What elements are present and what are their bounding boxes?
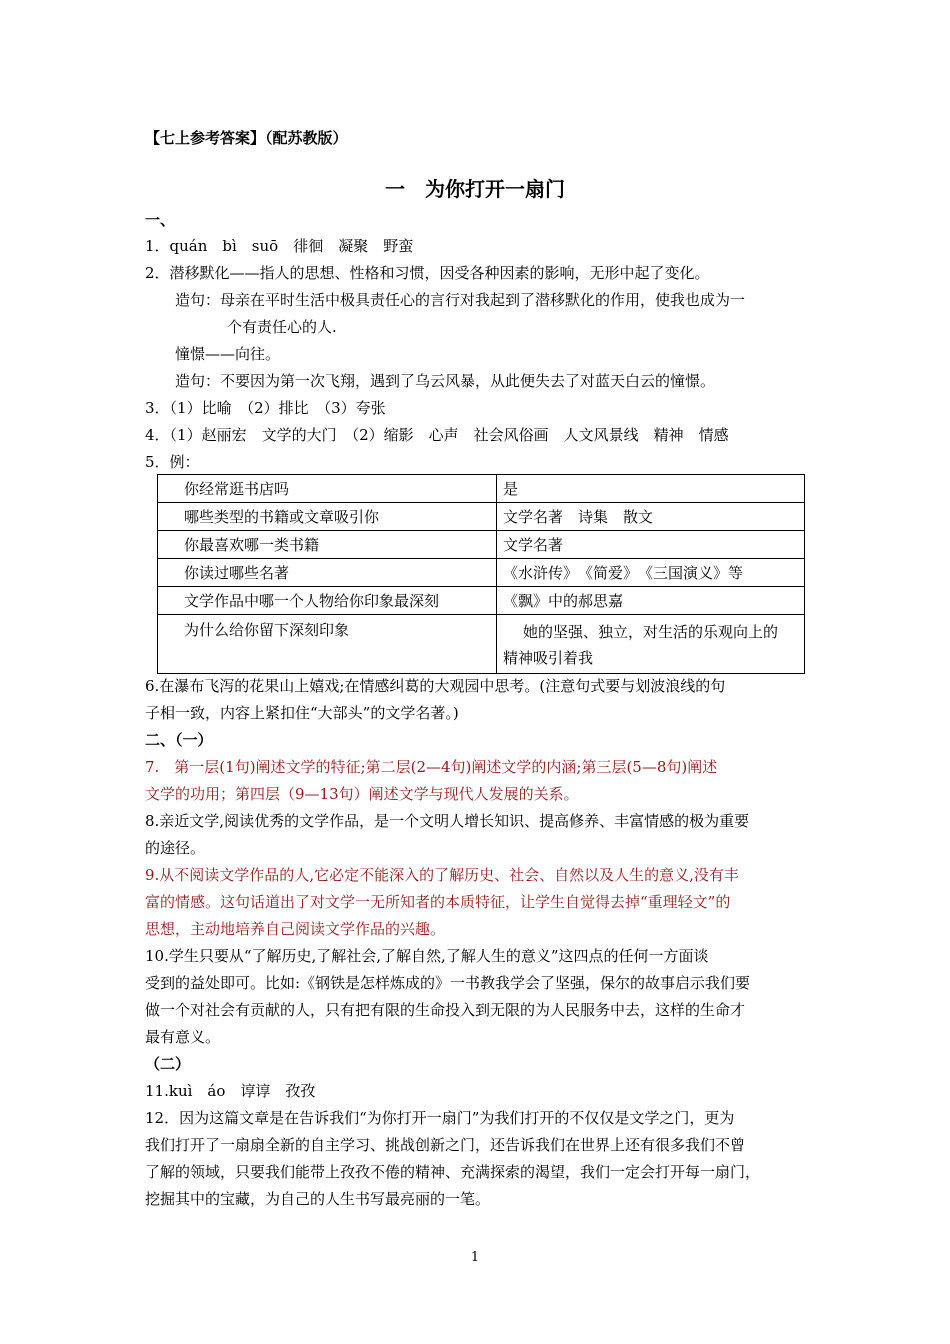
document-header: 【七上参考答案】（配苏教版） [145, 129, 348, 147]
table-cell-answer: 《水浒传》 《简爱》 《三国演义》等 [497, 559, 805, 587]
answer-10-line-1: 10.学生只要从“了解历史,了解社会,了解自然,了解人生的意义”这四点的任何一方面谈 [145, 947, 709, 965]
answer-2-sentence-1a: 造句：母亲在平时生活中极具责任心的言行对我起到了潜移默化的作用，使我也成为一 [175, 291, 746, 309]
table-cell-question: 哪些类型的书籍或文章吸引你 [158, 503, 497, 531]
table-cell-question: 为什么给你留下深刻印象 [158, 615, 497, 674]
table-cell-question: 你经常逛书店吗 [158, 475, 497, 503]
answer-2-word-2: 憧憬——向往。 [175, 345, 281, 363]
table-cell-answer: 是 [497, 475, 805, 503]
table-row [158, 475, 805, 503]
answer-2: 2．潜移默化——指人的思想、性格和习惯，因受各种因素的影响，无形中起了变化。 [145, 264, 710, 282]
table-cell-answer [497, 615, 805, 674]
table-cell-question: 文学作品中哪一个人物给你印象最深刻 [158, 587, 497, 615]
answer-9-line-2: 富的情感。这句话道出了对文学一无所知者的本质特征，让学生自觉得去掉“重理轻文”的 [145, 893, 731, 911]
answer-3: 3．（1）比喻 （2）排比 （3）夸张 [145, 399, 386, 417]
table-row [158, 615, 805, 674]
answer-10-line-2: 受到的益处即可。比如:《钢铁是怎样炼成的》一书教我学会了坚强，保尔的故事启示我们要 [145, 974, 751, 992]
survey-table [157, 474, 805, 674]
answer-2-sentence-2: 造句：不要因为第一次飞翔，遇到了乌云风暴，从此便失去了对蓝天白云的憧憬。 [175, 372, 716, 390]
answer-9-line-3: 思想，主动地培养自己阅读文学作品的兴趣。 [145, 920, 446, 938]
answer-8-line-1: 8.亲近文学,阅读优秀的文学作品，是一个文明人增长知识、提高修养、丰富情感的极为重要 [145, 812, 750, 830]
section-heading-1: 一、 [145, 211, 176, 229]
answer-12-line-2: 我们打开了一扇扇全新的自主学习、挑战创新之门，还告诉我们在世界上还有很多我们不曾 [145, 1136, 746, 1154]
answer-9-line-1: 9.从不阅读文学作品的人,它必定不能深入的了解历史、社会、自然以及人生的意义,没有丰 [145, 866, 739, 884]
section-heading-2: 二、（一） [145, 731, 213, 749]
answer-6-line-2: 子相一致，内容上紧扣住“大部头”的文学名著。) [145, 704, 459, 722]
answer-12-line-3: 了解的领域，只要我们能带上孜孜不倦的精神、充满探索的渴望，我们一定会打开每一扇门， [145, 1163, 761, 1181]
answer-4: 4．（1）赵丽宏 文学的大门 （2）缩影 心声 社会风俗画 人文风景线 精神 情感 [145, 426, 729, 444]
table-cell-answer: 《飘》中的郝思嘉 [497, 587, 805, 615]
answer-7-line-1: 7. 第一层(1句)阐述文学的特征;第二层(2—4句)阐述文学的内涵;第三层(5—8句)阐述 [145, 758, 718, 776]
table-cell-answer-line-1: 她的坚强、独立，对生活的乐观向上的 [523, 623, 779, 641]
answer-8-line-2: 的途径。 [145, 839, 206, 857]
answer-11: 11.kuì áo 谆谆 孜孜 [145, 1082, 316, 1100]
answer-1: 1．quán bì suō 徘徊 凝聚 野蛮 [145, 237, 414, 255]
answer-6-line-1: 6.在瀑布飞泻的花果山上嬉戏;在情感纠葛的大观园中思考。(注意句式要与划波浪线的句 [145, 677, 726, 695]
answer-10-line-3: 做一个对社会有贡献的人，只有把有限的生命投入到无限的为人民服务中去，这样的生命才 [145, 1001, 746, 1019]
answer-10-line-4: 最有意义。 [145, 1028, 221, 1046]
answer-5: 5．例： [145, 453, 200, 471]
answer-12-line-4: 挖掘其中的宝藏，为自己的人生书写最亮丽的一笔。 [145, 1190, 491, 1208]
table-cell-answer-line-2: 精神吸引着我 [503, 649, 594, 667]
table-cell-question: 你最喜欢哪一类书籍 [158, 531, 497, 559]
table-cell-question: 你读过哪些名著 [158, 559, 497, 587]
answer-7-line-2: 文学的功用；第四层（9—13句）阐述文学与现代人发展的关系。 [145, 785, 579, 803]
section-heading-2b: （二） [145, 1055, 191, 1073]
table-cell-answer: 文学名著 诗集 散文 [497, 503, 805, 531]
table-row [158, 531, 805, 559]
chapter-title: 一 为你打开一扇门 [385, 177, 565, 201]
table-row [158, 559, 805, 587]
answer-2-sentence-1b: 个有责任心的人. [227, 318, 337, 336]
table-row [158, 587, 805, 615]
answer-12-line-1: 12．因为这篇文章是在告诉我们“为你打开一扇门”为我们打开的不仅仅是文学之门，更为 [145, 1109, 735, 1127]
page-number: 1 [470, 1250, 480, 1265]
table-cell-answer: 文学名著 [497, 531, 805, 559]
table-row [158, 503, 805, 531]
